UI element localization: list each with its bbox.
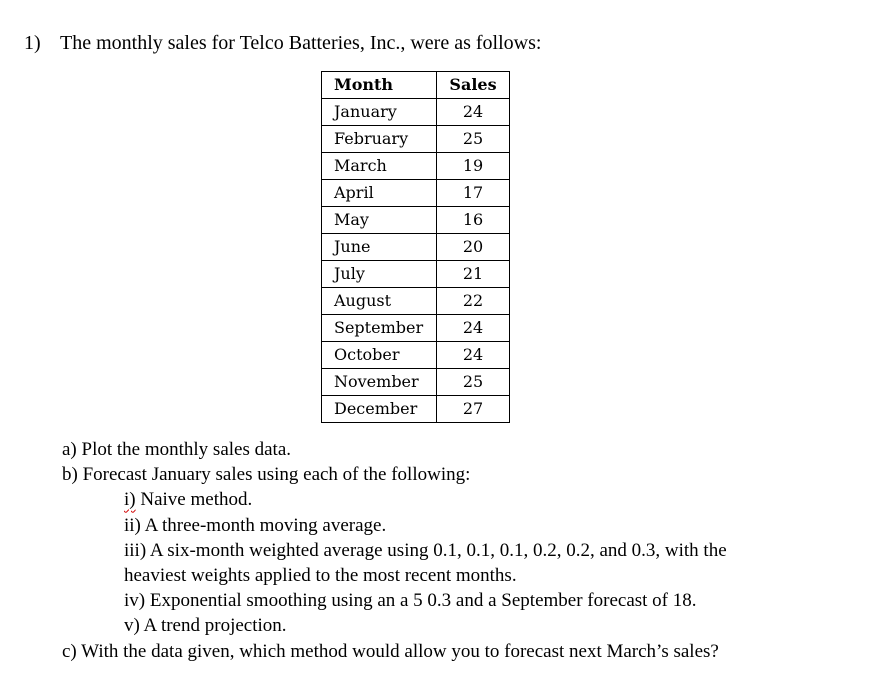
- question-parts: [62, 437, 727, 664]
- cell-sales: 22: [437, 288, 510, 315]
- part-b: b) Forecast January sales using each of the following:: [62, 464, 471, 486]
- question-number: 1): [24, 32, 41, 54]
- table-row: [322, 234, 510, 261]
- cell-month: November: [322, 369, 437, 396]
- cell-sales: 24: [437, 99, 510, 126]
- cell-month: March: [322, 153, 437, 180]
- cell-sales: 16: [437, 207, 510, 234]
- table-row: [322, 342, 510, 369]
- part-a: a) Plot the monthly sales data.: [62, 439, 292, 460]
- question-heading: [24, 31, 541, 55]
- table-row: [322, 369, 510, 396]
- cell-month: December: [322, 396, 437, 423]
- table-row: [322, 153, 510, 180]
- part-b-i-text: Naive method.: [135, 489, 253, 511]
- part-b-i-marker: i): [124, 489, 136, 511]
- cell-sales: 25: [437, 126, 510, 153]
- cell-month: January: [322, 99, 437, 126]
- part-b-iv: iv) Exponential smoothing using an a 5 0.3 and a September forecast of 18.: [124, 590, 697, 612]
- part-c: c) With the data given, which method would allow you to forecast next March’s sales?: [62, 640, 719, 662]
- header-month: Month: [322, 72, 437, 99]
- cell-month: September: [322, 315, 437, 342]
- cell-sales: 24: [437, 315, 510, 342]
- cell-sales: 17: [437, 180, 510, 207]
- table-row: [322, 261, 510, 288]
- cell-month: May: [322, 207, 437, 234]
- part-b-iii-line1: iii) A six-month weighted average using 0.1, 0.1, 0.1, 0.2, 0.2, and 0.3, with the: [124, 539, 727, 561]
- cell-month: April: [322, 180, 437, 207]
- question-text: The monthly sales for Telco Batteries, Inc., were as follows:: [60, 32, 542, 54]
- cell-sales: 27: [437, 396, 510, 423]
- cell-month: February: [322, 126, 437, 153]
- cell-sales: 19: [437, 153, 510, 180]
- table-row: [322, 396, 510, 423]
- sales-table: [321, 71, 510, 423]
- cell-sales: 24: [437, 342, 510, 369]
- part-b-iii-line2: heaviest weights applied to the most recent months.: [124, 565, 517, 587]
- cell-sales: 25: [437, 369, 510, 396]
- table-row: [322, 126, 510, 153]
- table-header-row: [322, 72, 510, 99]
- cell-month: July: [322, 261, 437, 288]
- header-sales: Sales: [437, 72, 510, 99]
- cell-month: June: [322, 234, 437, 261]
- table-row: [322, 99, 510, 126]
- table-row: [322, 288, 510, 315]
- cell-sales: 21: [437, 261, 510, 288]
- part-b-i: [62, 487, 727, 512]
- table-row: [322, 180, 510, 207]
- table-row: [322, 315, 510, 342]
- cell-month: October: [322, 342, 437, 369]
- cell-month: August: [322, 288, 437, 315]
- table-row: [322, 207, 510, 234]
- cell-sales: 20: [437, 234, 510, 261]
- part-b-v: v) A trend projection.: [124, 615, 287, 637]
- part-b-ii: ii) A three-month moving average.: [124, 514, 387, 536]
